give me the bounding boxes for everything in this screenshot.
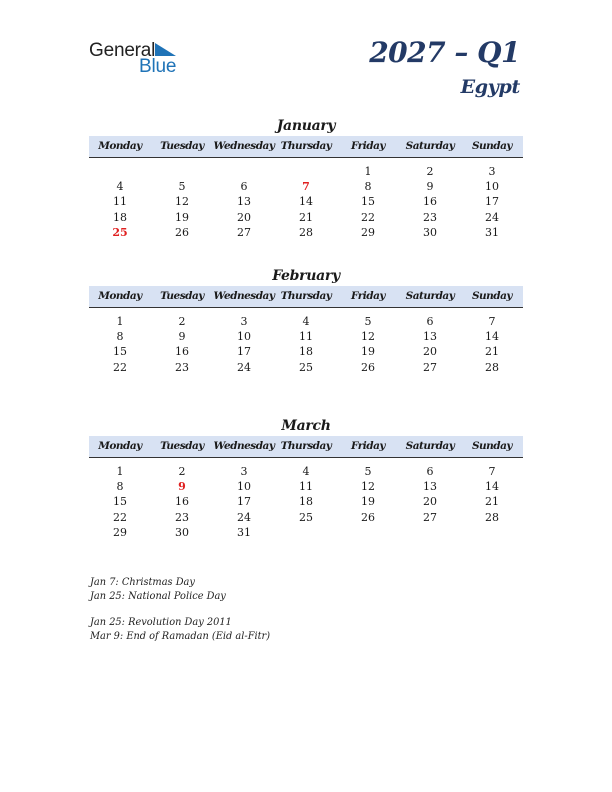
day-cell: 21	[485, 345, 499, 359]
weekday-tuesday: Tuesday	[160, 440, 204, 452]
day-cell: 27	[423, 510, 437, 524]
day-cell: 22	[361, 210, 375, 224]
day-cell: 8	[116, 480, 124, 494]
day-cell: 16	[423, 195, 437, 209]
weekday-thursday: Thursday	[280, 290, 332, 302]
day-cell: 9	[178, 480, 186, 494]
month-name: January	[276, 118, 336, 134]
empty-day-cell	[151, 164, 213, 179]
day-cell: 29	[113, 525, 127, 539]
day-cell: 31	[485, 225, 499, 239]
month-calendar-march	[89, 416, 523, 540]
day-cell: 3	[488, 165, 496, 178]
week-row	[89, 464, 523, 479]
day-cell: 7	[488, 465, 496, 478]
weekday-sunday: Sunday	[471, 440, 513, 452]
day-cell: 29	[361, 225, 375, 239]
week-row	[89, 210, 523, 225]
day-cell: 12	[175, 195, 189, 209]
day-cell: 22	[113, 360, 127, 374]
empty-day-cell	[213, 164, 275, 179]
day-cell: 30	[423, 225, 437, 239]
day-cell: 10	[237, 480, 251, 494]
day-cell: 20	[237, 210, 251, 224]
week-row	[89, 494, 523, 509]
holiday-note: Mar 9: End of Ramadan (Eid al-Fitr)	[90, 630, 271, 642]
logo-flag-icon	[155, 43, 176, 56]
day-cell: 23	[175, 510, 189, 524]
day-cell: 3	[240, 465, 248, 478]
holiday-notes	[90, 576, 270, 656]
weekday-friday: Friday	[350, 440, 386, 452]
weekday-header-row	[89, 136, 523, 158]
day-cell: 16	[175, 345, 189, 359]
week-row	[89, 329, 523, 344]
day-cell: 23	[423, 210, 437, 224]
weekday-header-row	[89, 436, 523, 458]
day-cell: 4	[302, 315, 310, 328]
month-calendar-january	[89, 116, 523, 240]
week-row	[89, 194, 523, 209]
note-group	[90, 576, 270, 603]
day-cell: 20	[423, 495, 437, 509]
weekday-monday: Monday	[98, 140, 142, 152]
day-cell: 17	[485, 195, 499, 209]
day-cell: 13	[237, 195, 251, 209]
holiday-note: Jan 7: Christmas Day	[90, 577, 195, 588]
day-cell: 28	[299, 225, 313, 239]
weekday-monday: Monday	[98, 440, 142, 452]
day-cell: 25	[299, 360, 313, 374]
day-cell: 4	[116, 180, 124, 194]
day-cell: 24	[237, 510, 251, 524]
day-cell: 28	[485, 360, 499, 374]
empty-day-cell	[89, 164, 151, 179]
week-row	[89, 360, 523, 375]
day-cell: 24	[237, 360, 251, 374]
weekday-friday: Friday	[350, 140, 386, 152]
day-cell: 7	[488, 315, 496, 328]
day-cell: 2	[178, 315, 186, 328]
week-row	[89, 225, 523, 240]
day-cell: 19	[361, 345, 375, 359]
day-cell: 11	[113, 195, 127, 209]
day-cell: 27	[423, 360, 437, 374]
day-cell: 6	[240, 180, 248, 194]
day-cell: 27	[237, 225, 251, 239]
logo-general-text: General	[89, 40, 156, 61]
weekday-wednesday: Wednesday	[213, 290, 275, 302]
day-cell: 11	[299, 330, 313, 344]
weekday-wednesday: Wednesday	[213, 140, 275, 152]
week-row	[89, 510, 523, 525]
day-cell: 10	[237, 330, 251, 344]
day-cell: 20	[423, 345, 437, 359]
day-cell: 2	[178, 465, 186, 478]
day-cell: 13	[423, 480, 437, 494]
day-cell: 21	[485, 495, 499, 509]
day-cell: 11	[299, 480, 313, 494]
day-cell: 1	[364, 165, 372, 178]
day-cell: 6	[426, 315, 434, 328]
day-cell: 6	[426, 465, 434, 478]
week-row	[89, 179, 523, 194]
day-cell: 24	[485, 210, 499, 224]
day-cell: 13	[423, 330, 437, 344]
day-cell: 16	[175, 495, 189, 509]
week-row	[89, 314, 523, 329]
day-cell: 26	[361, 510, 375, 524]
day-cell: 15	[113, 345, 127, 359]
holiday-note: Jan 25: Revolution Day 2011	[90, 617, 232, 628]
day-cell: 19	[361, 495, 375, 509]
day-cell: 1	[116, 315, 124, 328]
logo-blue-text: Blue	[139, 56, 177, 77]
empty-day-cell	[275, 525, 337, 540]
day-cell: 2	[426, 165, 434, 178]
empty-day-cell	[275, 164, 337, 179]
day-cell: 17	[237, 345, 251, 359]
empty-day-cell	[337, 525, 399, 540]
day-cell: 12	[361, 330, 375, 344]
day-cell: 14	[299, 195, 313, 209]
month-name: March	[281, 418, 331, 434]
day-cell: 5	[178, 180, 186, 194]
day-cell: 9	[426, 180, 434, 194]
day-cell: 1	[116, 465, 124, 478]
day-cell: 15	[361, 195, 375, 209]
day-cell: 9	[178, 330, 186, 344]
empty-day-cell	[461, 525, 523, 540]
day-cell: 3	[240, 315, 248, 328]
day-cell: 18	[299, 495, 313, 509]
generalblue-logo	[89, 40, 189, 76]
day-cell: 25	[299, 510, 313, 524]
day-cell: 4	[302, 465, 310, 478]
day-cell: 17	[237, 495, 251, 509]
weekday-saturday: Saturday	[405, 290, 455, 302]
day-cell: 8	[364, 180, 372, 194]
week-row	[89, 164, 523, 179]
weekday-thursday: Thursday	[280, 440, 332, 452]
day-cell: 5	[364, 315, 372, 328]
day-cell: 14	[485, 480, 499, 494]
week-row	[89, 344, 523, 359]
weekday-header-row	[89, 286, 523, 308]
weekday-tuesday: Tuesday	[160, 290, 204, 302]
country-name: Egypt	[460, 76, 520, 98]
weekday-thursday: Thursday	[280, 140, 332, 152]
page-title: 2027 – Q1	[369, 36, 520, 69]
holiday-note: Jan 25: National Police Day	[90, 590, 226, 602]
day-cell: 30	[175, 525, 189, 539]
day-cell: 28	[485, 510, 499, 524]
weekday-wednesday: Wednesday	[213, 440, 275, 452]
day-cell: 25	[112, 225, 128, 239]
day-cell: 10	[485, 180, 499, 194]
day-cell: 5	[364, 465, 372, 478]
month-name: February	[272, 268, 340, 284]
day-cell: 18	[113, 210, 127, 224]
day-cell: 22	[113, 510, 127, 524]
day-cell: 31	[237, 525, 251, 539]
week-row	[89, 525, 523, 540]
day-cell: 19	[175, 210, 189, 224]
weekday-saturday: Saturday	[405, 140, 455, 152]
day-cell: 26	[175, 225, 189, 239]
day-cell: 21	[299, 210, 313, 224]
empty-day-cell	[399, 525, 461, 540]
week-row	[89, 479, 523, 494]
day-cell: 15	[113, 495, 127, 509]
day-cell: 12	[361, 480, 375, 494]
weekday-tuesday: Tuesday	[160, 140, 204, 152]
weekday-sunday: Sunday	[471, 290, 513, 302]
note-group	[90, 616, 270, 643]
month-calendar-february	[89, 266, 523, 375]
weekday-monday: Monday	[98, 290, 142, 302]
weekday-friday: Friday	[350, 290, 386, 302]
day-cell: 18	[299, 345, 313, 359]
weekday-sunday: Sunday	[471, 140, 513, 152]
day-cell: 14	[485, 330, 499, 344]
day-cell: 26	[361, 360, 375, 374]
day-cell: 7	[302, 180, 310, 194]
day-cell: 23	[175, 360, 189, 374]
day-cell: 8	[116, 330, 124, 344]
weekday-saturday: Saturday	[405, 440, 455, 452]
